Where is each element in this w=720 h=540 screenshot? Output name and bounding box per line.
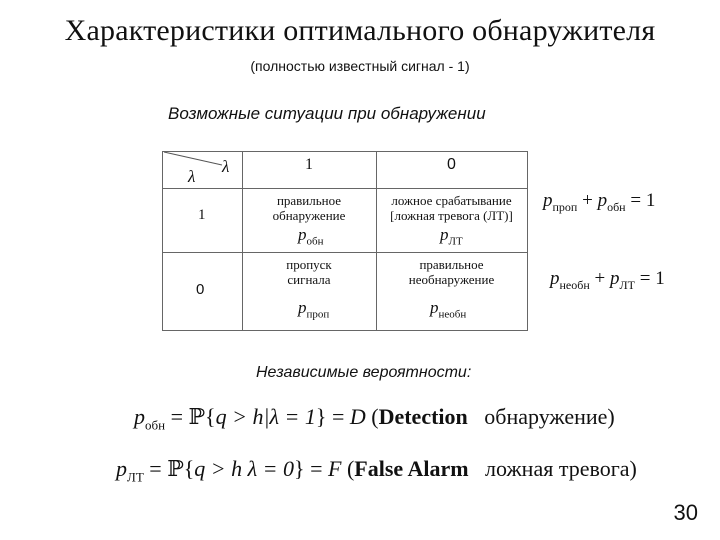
p-detection: $p_{обн}$ [298, 225, 324, 248]
sum-formula-1: $p_{проп} + p_{обн} = 1$ [543, 190, 656, 214]
slide-subtitle: (полностью известный сигнал - 1) [250, 58, 470, 74]
sum-formula-2: $p_{необн} + p_{ЛТ} = 1$ [550, 268, 665, 292]
situations-heading: Возможные ситуации при обнаружении [168, 104, 486, 123]
corner-lambda-top: λ [222, 157, 230, 176]
cell-false-alarm: ложное срабатывание [ложная тревога (ЛТ)] [390, 193, 513, 223]
p-miss: $p_{проп}$ [298, 298, 330, 321]
cell-correct-rejection: правильное необнаружение [408, 257, 495, 287]
slide-title: Характеристики оптимального обнаружителя [64, 14, 656, 47]
situations-table [162, 151, 528, 331]
cell-miss: пропуск сигнала [286, 257, 332, 287]
corner-diagonal [162, 151, 242, 188]
p-correct-rejection: $p_{необн}$ [430, 298, 467, 321]
row-label-0: 0 [196, 281, 205, 298]
row-label-1: 1 [198, 207, 206, 223]
page-number: 30 [673, 500, 698, 525]
formula-detection: $p_{обн}$ = ℙ{q > h|λ = 1} = D (Detection обнаружение) [134, 404, 615, 433]
corner-lambda-bottom: λ [188, 167, 196, 186]
col-header-1: 1 [305, 156, 313, 173]
p-false-alarm: $p_{ЛТ}$ [440, 225, 463, 248]
independent-heading: Независимые вероятности: [256, 364, 472, 381]
cell-correct-detection: правильное обнаружение [272, 193, 346, 223]
col-header-0: 0 [447, 156, 456, 173]
formula-false-alarm: $p_{ЛТ}$ = ℙ{q > h λ = 0} = F (False Alarm ложная тревога) [116, 456, 637, 485]
